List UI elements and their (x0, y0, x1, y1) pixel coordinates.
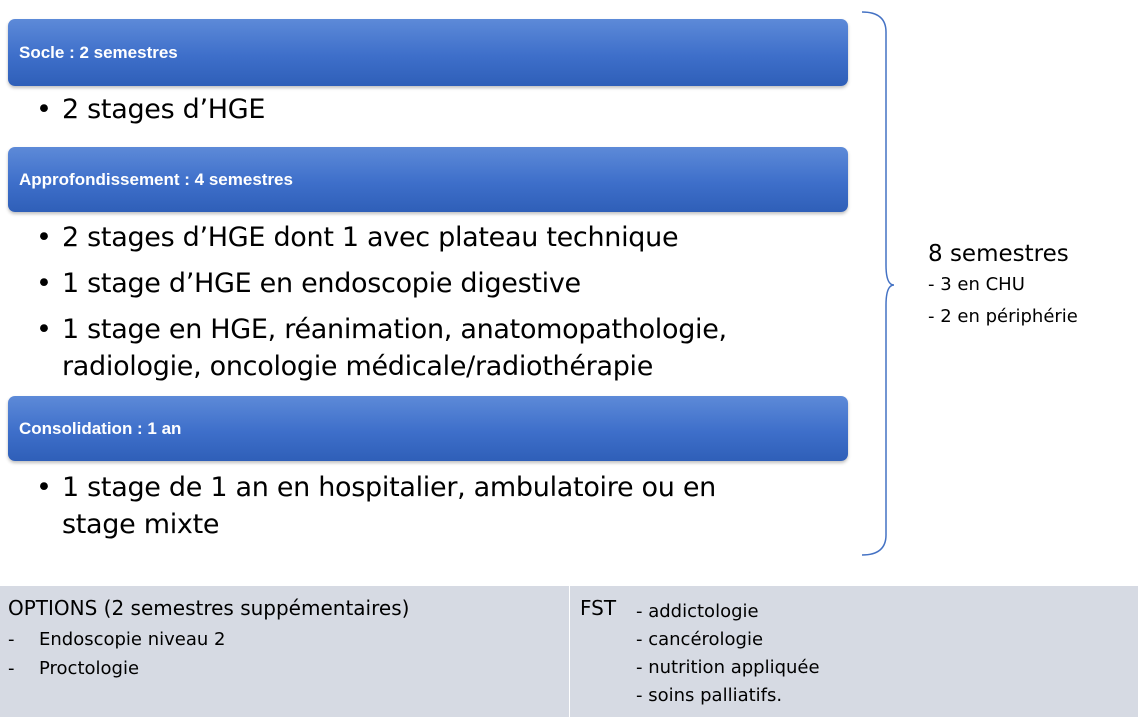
curly-brace-icon (860, 10, 900, 560)
list-item: - nutrition appliquée (636, 657, 820, 678)
list-item: • 2 stages d’HGE dont 1 avec plateau technique (36, 219, 796, 256)
phase-bullets-consolidation (36, 469, 796, 543)
list-item: - Proctologie (8, 654, 409, 683)
summary-item: - 2 en périphérie (928, 306, 1078, 327)
dash-icon: - (8, 658, 15, 679)
list-item: - soins palliatifs. (636, 685, 783, 706)
bullet-icon: • (36, 94, 52, 125)
phase-header-socle (8, 19, 848, 86)
phase-header-approfondissement (8, 147, 848, 212)
fst-title: FST (580, 596, 617, 620)
semester-summary (928, 239, 1078, 333)
list-item: • 1 stage de 1 an en hospitalier, ambulatoire ou en stage mixte (36, 469, 796, 543)
bullet-icon: • (36, 222, 52, 253)
list-item: - addictologie (636, 601, 759, 622)
bullet-icon: • (36, 314, 52, 345)
fst-list (636, 598, 896, 710)
bottom-panel (0, 586, 1138, 717)
options-title: OPTIONS (2 semestres suppémentaires) (8, 596, 410, 620)
list-item: - cancérologie (636, 629, 764, 650)
dash-icon: - (8, 629, 15, 650)
phase-label: Approfondissement : 4 semestres (19, 169, 293, 189)
list-item: • 2 stages d’HGE (36, 91, 856, 128)
phase-bullets-socle (36, 91, 856, 128)
options-section (8, 594, 409, 683)
summary-item: - 3 en CHU (928, 274, 1025, 295)
list-item: - Endoscopie niveau 2 (8, 625, 409, 654)
list-item: • 1 stage en HGE, réanimation, anatomopathologie, radiologie, oncologie médicale/radiothérapie (36, 311, 796, 385)
bullet-icon: • (36, 472, 52, 503)
bullet-icon: • (36, 268, 52, 299)
divider (569, 586, 570, 717)
phase-bullets-approfondissement (36, 219, 796, 385)
phase-label: Socle : 2 semestres (19, 42, 178, 62)
list-item: • 1 stage d’HGE en endoscopie digestive (36, 265, 796, 302)
phase-header-consolidation (8, 396, 848, 461)
summary-title: 8 semestres (928, 241, 1069, 267)
phase-label: Consolidation : 1 an (19, 418, 182, 438)
